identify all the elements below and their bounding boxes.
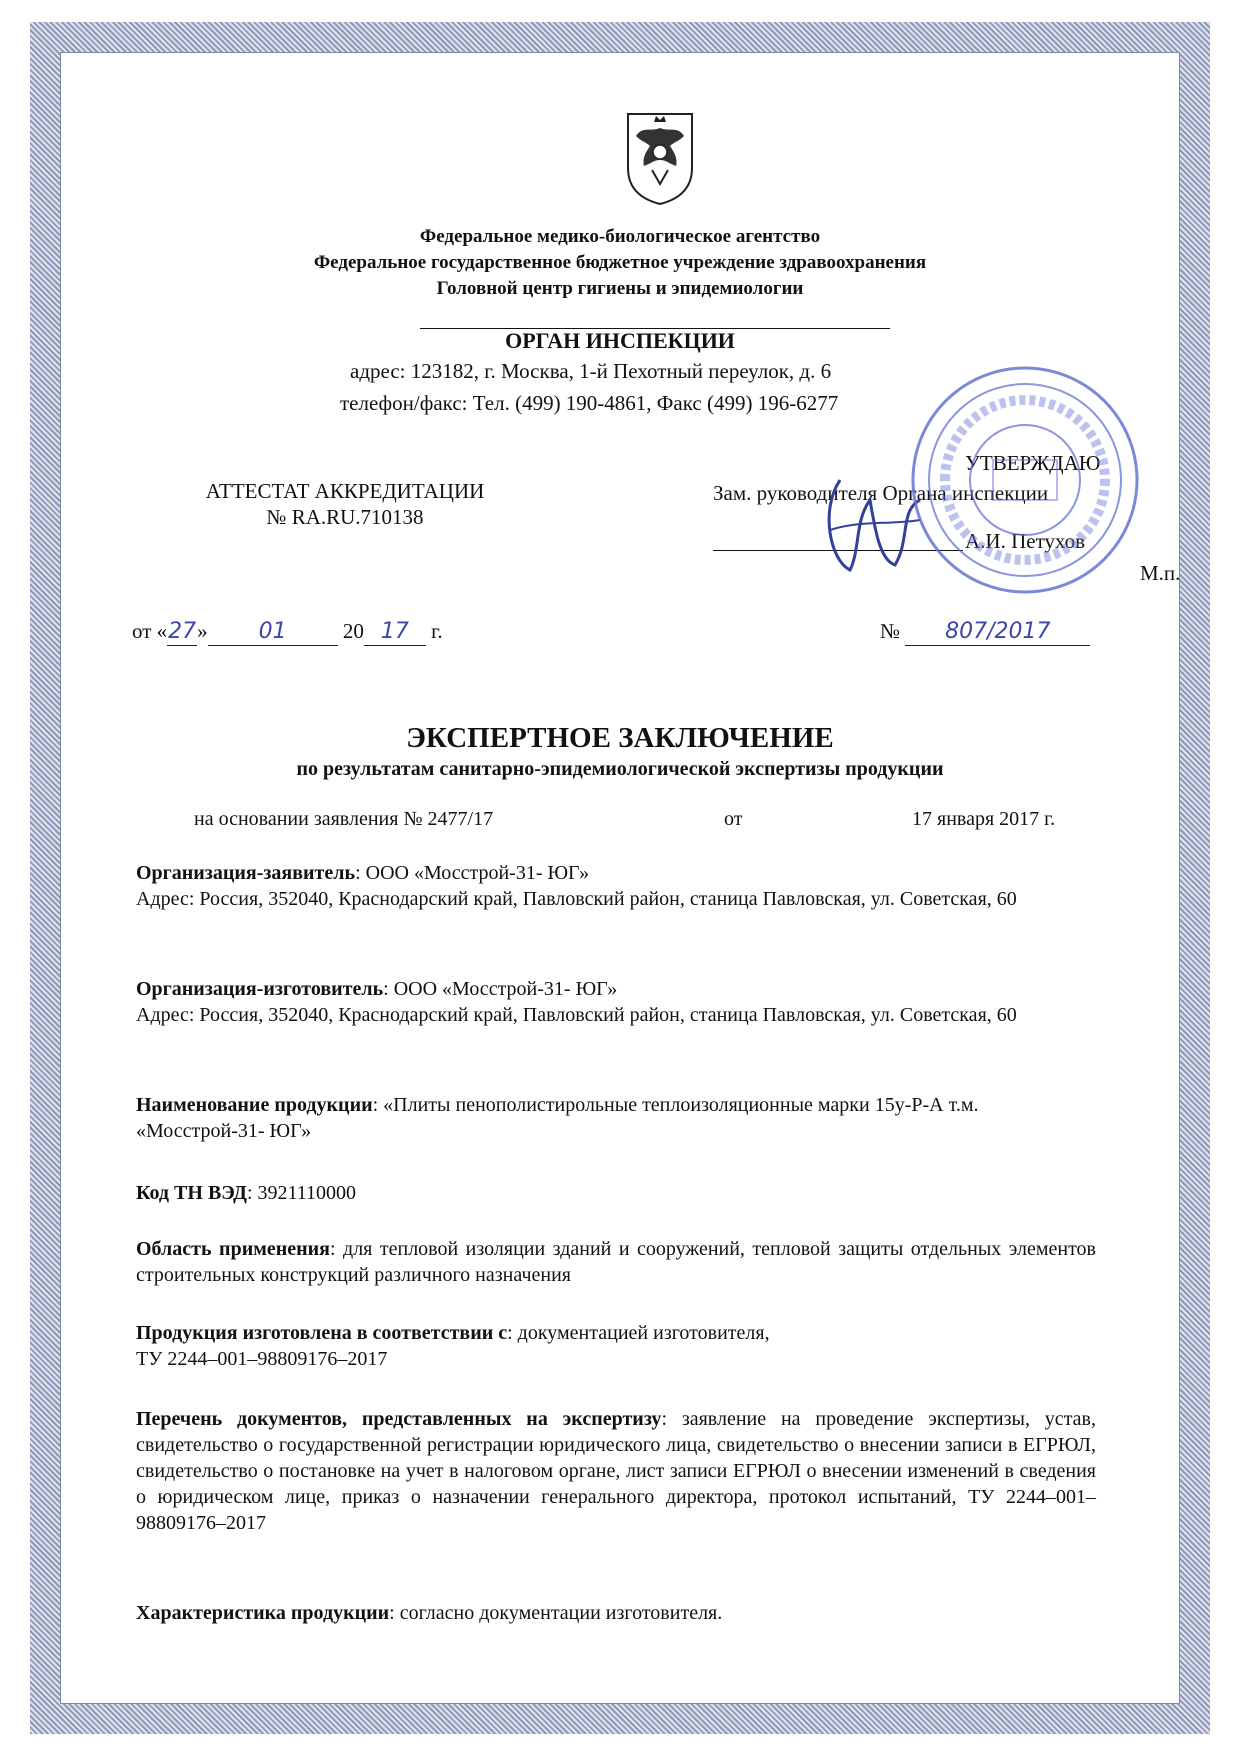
characteristics-label: Характеристика продукции bbox=[136, 1602, 390, 1624]
characteristics-value: : согласно документации изготовителя. bbox=[389, 1602, 723, 1624]
date-prefix: от « bbox=[132, 619, 168, 643]
scope-section bbox=[136, 1236, 1096, 1288]
organ-title: ОРГАН ИНСПЕКЦИИ bbox=[505, 328, 735, 353]
date-day-close: » bbox=[197, 619, 208, 643]
agency-line: Федеральное медико-биологическое агентство bbox=[419, 226, 821, 247]
accreditation-block bbox=[160, 478, 530, 530]
conclusion-subtitle: по результатам санитарно-эпидемиологической экспертизы продукции bbox=[296, 758, 944, 780]
applicant-value: : ООО «Мосстрой-31- ЮГ» bbox=[355, 862, 590, 884]
approver-position: Зам. руководителя Органа инспекции bbox=[713, 481, 1049, 505]
organ-phone: телефон/факс: Тел. (499) 190-4861, Факс (499) 196-6277 bbox=[340, 391, 839, 415]
compliance-section bbox=[136, 1320, 1096, 1372]
official-stamp bbox=[905, 360, 1145, 600]
approver-name: А.И. Петухов bbox=[965, 529, 1086, 553]
date-line bbox=[132, 618, 443, 646]
organ-address: адрес: 123182, г. Москва, 1-й Пехотный переулок, д. 6 bbox=[350, 359, 832, 383]
agency-line: Федеральное государственное бюджетное учреждение здравоохранения bbox=[313, 252, 927, 273]
documents-value: : заявление на проведение экспертизы, устав, свидетельство о государственной регистрации юридического лица, свидетельство о внесении записи в ЕГРЮЛ, свидетельство о постановке на учет в налоговом органе, лист записи ЕГРЮЛ о внесении изменений в сведения о юридическом лице, приказ о назначении генерального директора, протокол испытаний, ТУ 2244–001–98809176–2017 bbox=[136, 1408, 1096, 1534]
product-section bbox=[136, 1092, 1096, 1144]
characteristics-section bbox=[136, 1600, 1096, 1626]
scope-label: Область применения bbox=[136, 1238, 330, 1260]
scope-value: : для тепловой изоляции зданий и сооружений, тепловой защиты отдельных элементов строительных конструкций различного назначения bbox=[136, 1238, 1096, 1286]
manufacturer-label: Организация-изготовитель bbox=[136, 978, 384, 1000]
compliance-tu: ТУ 2244–001–98809176–2017 bbox=[136, 1348, 388, 1370]
manufacturer-value: : ООО «Мосстрой-31- ЮГ» bbox=[383, 978, 618, 1000]
product-label: Наименование продукции bbox=[136, 1094, 373, 1116]
applicant-label: Организация-заявитель bbox=[136, 862, 356, 884]
date-year-prefix: 20 bbox=[342, 619, 364, 643]
applicant-address: Адрес: Россия, 352040, Краснодарский край, Павловский район, станица Павловская, ул. Советская, 60 bbox=[136, 888, 1017, 910]
document-number-line bbox=[880, 618, 1090, 646]
documents-section bbox=[136, 1406, 1096, 1536]
document-number: 807/2017 bbox=[905, 619, 1090, 646]
date-day: 27 bbox=[168, 619, 197, 644]
stamp-place-label: М.п. bbox=[1140, 561, 1181, 585]
basis-from: от bbox=[724, 808, 743, 830]
date-suffix: г. bbox=[431, 619, 443, 643]
code-label: Код ТН ВЭД bbox=[136, 1182, 247, 1204]
code-section bbox=[136, 1180, 1096, 1206]
accreditation-number: № RA.RU.710138 bbox=[266, 505, 424, 529]
conclusion-title: ЭКСПЕРТНОЕ ЗАКЛЮЧЕНИЕ bbox=[406, 722, 834, 754]
compliance-label: Продукция изготовлена в соответствии с bbox=[136, 1322, 508, 1344]
manufacturer-section bbox=[136, 976, 1096, 1028]
date-year: 17 bbox=[364, 619, 426, 646]
basis-application: на основании заявления № 2477/17 bbox=[194, 808, 494, 830]
coat-of-arms-emblem bbox=[620, 108, 700, 208]
code-value: : 3921110000 bbox=[246, 1182, 357, 1204]
applicant-section bbox=[136, 860, 1096, 912]
basis-date: 17 января 2017 г. bbox=[912, 808, 1056, 830]
manufacturer-address: Адрес: Россия, 352040, Краснодарский край, Павловский район, станица Павловская, ул. Советская, 60 bbox=[136, 1004, 1017, 1026]
agency-header bbox=[160, 224, 1080, 302]
number-label: № bbox=[880, 619, 901, 643]
product-value: : «Плиты пенополистирольные теплоизоляционные марки 15у-Р-А т.м. «Мосстрой-31- ЮГ» bbox=[136, 1094, 979, 1142]
compliance-value: : документацией изготовителя, bbox=[507, 1322, 770, 1344]
documents-label: Перечень документов, представленных на экспертизу bbox=[136, 1408, 662, 1430]
agency-line: Головной центр гигиены и эпидемиологии bbox=[436, 278, 804, 299]
accreditation-title: АТТЕСТАТ АККРЕДИТАЦИИ bbox=[205, 479, 485, 503]
date-month: 01 bbox=[208, 619, 338, 646]
approve-label: УТВЕРЖДАЮ bbox=[965, 451, 1101, 475]
